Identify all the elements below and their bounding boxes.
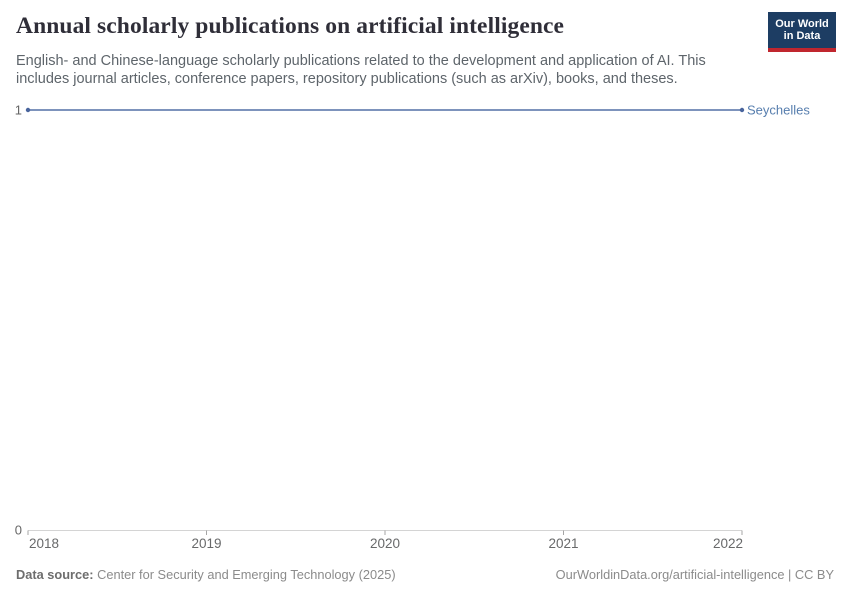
x-axis-tick-label: 2020 [369, 536, 401, 551]
x-axis-tick-label: 2021 [548, 536, 579, 551]
y-axis-tick-label: 0 [14, 522, 22, 538]
series-label-seychelles[interactable]: Seychelles [747, 102, 810, 118]
owid-logo-line2: in Data [783, 30, 821, 42]
y-axis-tick-label: 1 [14, 102, 22, 118]
chart-footer [16, 567, 834, 582]
attribution-link[interactable]: OurWorldinData.org/artificial-intelligence | CC BY [555, 567, 834, 582]
data-source-value: Center for Security and Emerging Technology (2025) [97, 567, 396, 582]
data-source-label: Data source: [16, 567, 94, 582]
chart-subtitle: English- and Chinese-language scholarly publications related to the development and application of AI. This includes journal articles, conference papers, repository publications (such as arXiv), books, and theses. [16, 53, 706, 87]
series-endpoint-dot [740, 108, 744, 112]
data-source-note [16, 567, 396, 582]
series-endpoint-dot [26, 108, 30, 112]
x-axis-tick-label: 2018 [29, 536, 60, 551]
x-axis-tick-label: 2019 [191, 536, 222, 551]
chart-title: Annual scholarly publications on artificial intelligence [16, 13, 565, 39]
x-axis-tick-label: 2022 [712, 536, 743, 551]
owid-logo-line1: Our World [775, 17, 829, 30]
